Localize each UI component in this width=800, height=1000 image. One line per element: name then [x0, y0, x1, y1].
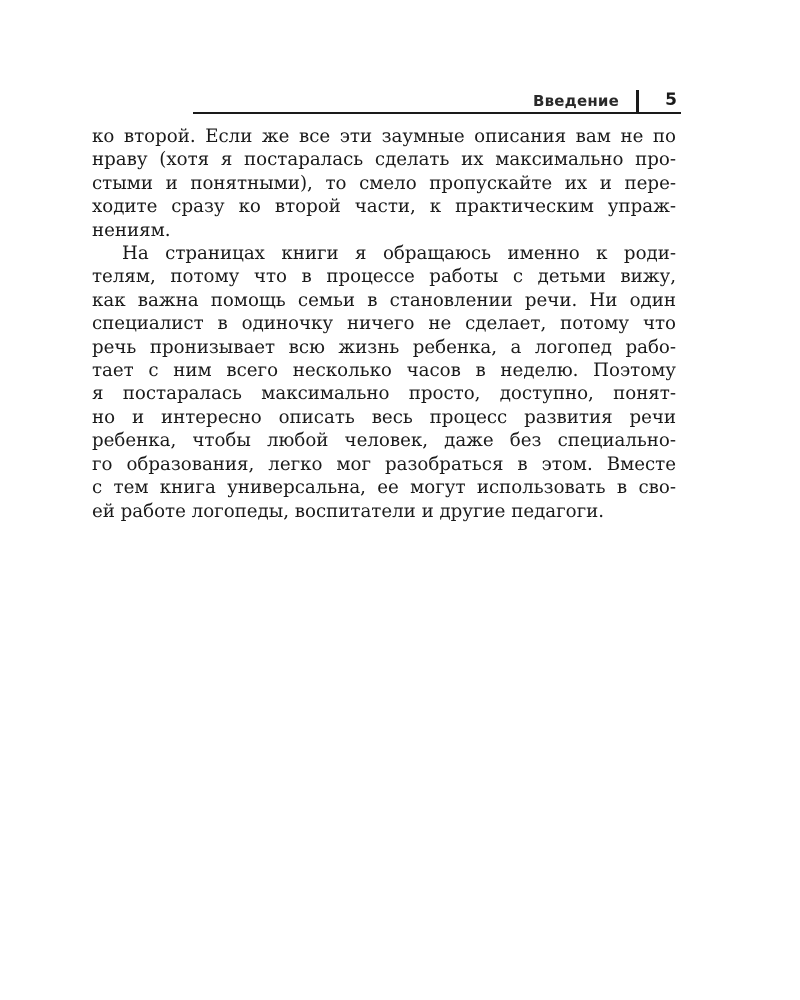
text-line: но и интересно описать весь процесс развития речи — [92, 406, 676, 428]
text-line: я постаралась максимально просто, доступно, понят- — [92, 383, 676, 405]
text-line: ходите сразу ко второй части, к практическим упраж- — [92, 196, 676, 218]
text-line: нениям. — [92, 219, 171, 241]
paragraph-1 — [92, 125, 676, 242]
running-header — [193, 88, 681, 116]
page-number: 5 — [665, 90, 677, 110]
text-line: стыми и понятными), то смело пропускайте их и пере- — [92, 172, 676, 194]
header-section-title: Введение — [532, 92, 619, 110]
text-line: го образования, легко мог разобраться в этом. Вместе — [92, 453, 676, 475]
header-divider-bar — [636, 90, 639, 114]
body-text — [92, 125, 676, 523]
text-line: как важна помощь семьи в становлении речи. Ни один — [92, 289, 676, 311]
text-line: телям, потому что в процессе работы с детьми вижу, — [92, 266, 676, 288]
text-line: нраву (хотя я постаралась сделать их максимально про- — [92, 149, 676, 171]
text-line: тает с ним всего несколько часов в неделю. Поэтому — [92, 360, 676, 382]
text-line: На страницах книги я обращаюсь именно к роди- — [122, 243, 676, 265]
text-line: с тем книга универсальна, ее могут использовать в сво- — [92, 477, 676, 499]
text-line: речь пронизывает всю жизнь ребенка, а логопед рабо- — [92, 336, 676, 358]
text-line: ей работе логопеды, воспитатели и другие педагоги. — [92, 500, 605, 522]
text-line: ко второй. Если же все эти заумные описания вам не по — [92, 126, 676, 147]
text-line: ребенка, чтобы любой человек, даже без специально- — [92, 430, 676, 452]
text-line: специалист в одиночку ничего не сделает, потому что — [92, 313, 676, 335]
paragraph-2 — [92, 242, 676, 523]
header-rule — [193, 112, 681, 114]
